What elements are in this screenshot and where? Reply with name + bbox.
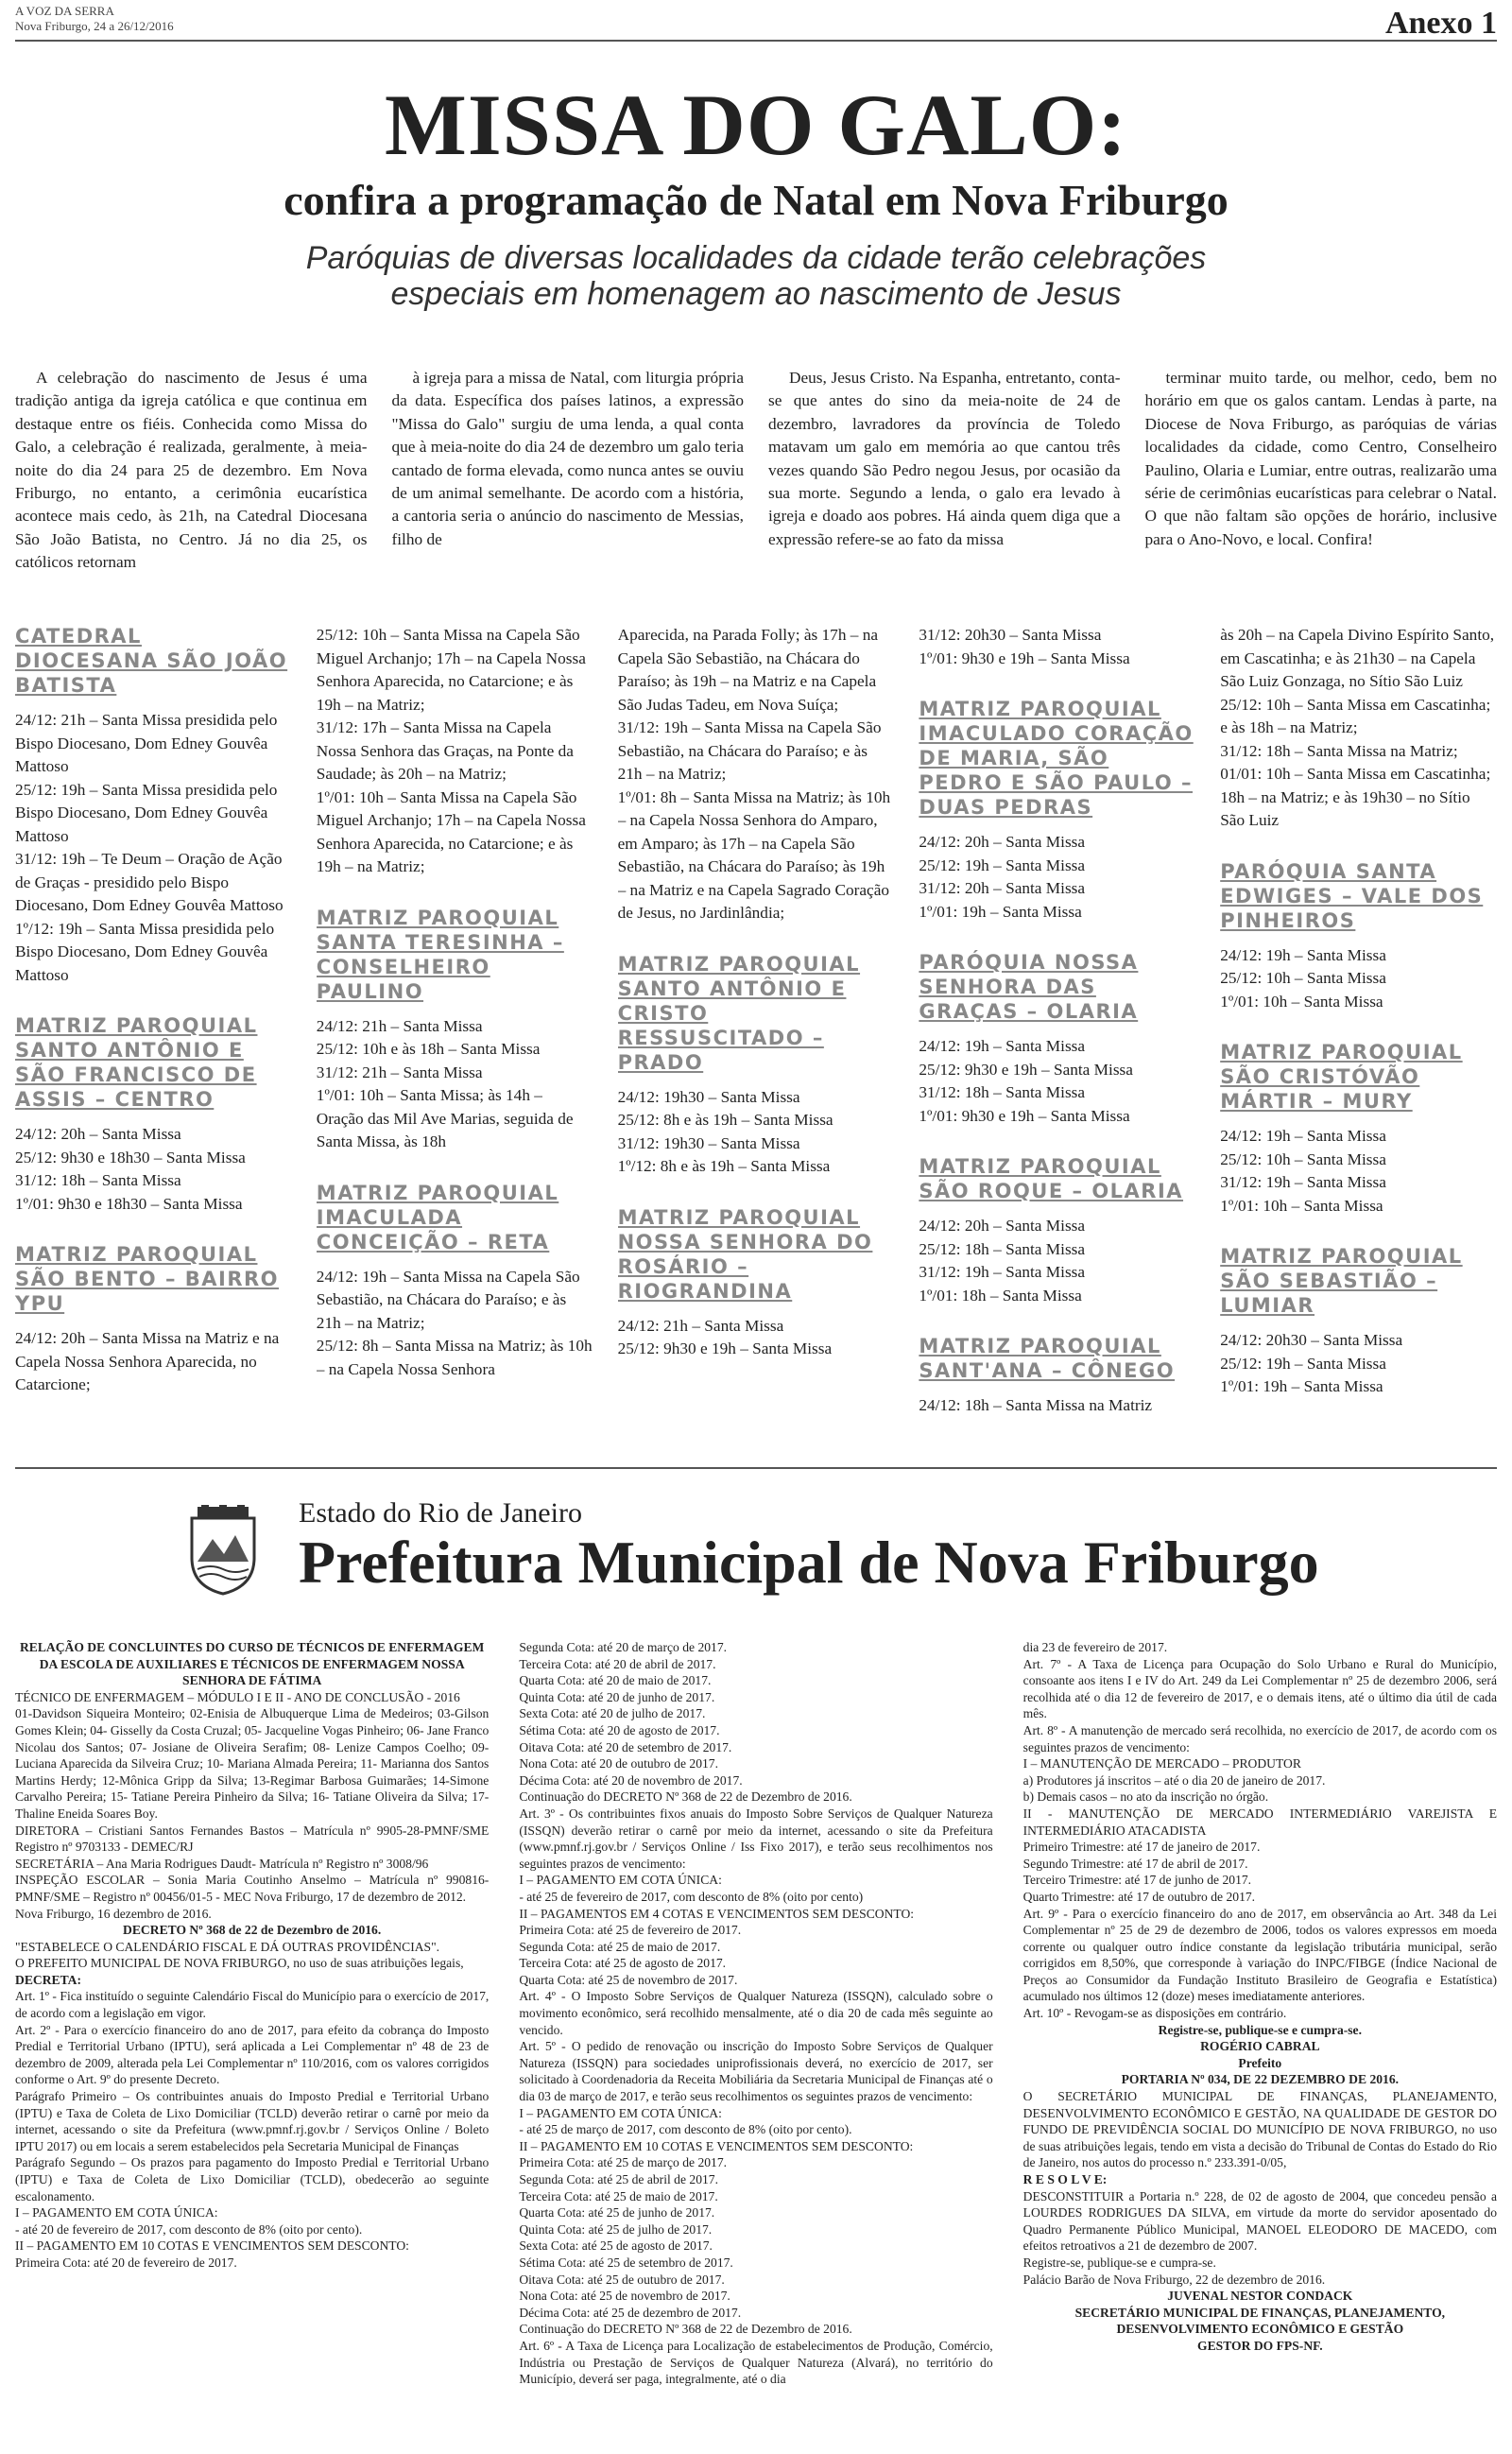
mass-time-line: 25/12: 8h – Santa Missa na Matriz; às 10h – na Capela Nossa Senhora [316,1337,593,1378]
gov-text: Continuação do DECRETO Nº 368 de 22 de Dezembro de 2016. [519,1789,852,1805]
gov-text: Quinta Cota: até 25 de julho de 2017. [519,2221,713,2237]
mass-time-line: 31/12: 20h30 – Santa Missa [919,626,1102,644]
gov-text: Nona Cota: até 25 de novembro de 2017. [519,2289,730,2304]
mass-time-line: 31/12: 17h – Santa Missa na Capela Nossa Senhora das Graças, na Ponte da Saudade; às 20h – na Matriz; [316,718,574,783]
mass-time-line: 1º/01: 9h30 e 19h – Santa Missa [919,648,1130,667]
mass-time-line: 24/12: 20h – Santa Missa [919,833,1086,851]
gov-text: II – PAGAMENTO EM 10 COTAS E VENCIMENTOS SEM DESCONTO: [519,2138,914,2153]
gov-text: GESTOR DO FPS-NF. [1197,2338,1323,2353]
mass-time-line: 25/12: 9h30 e 18h30 – Santa Missa [15,1148,246,1167]
gov-text: DECRETA: [15,1972,81,1987]
intro-column: à igreja para a missa de Natal, com liturgia própria da data. Específica dos países latinos, a expressão "Missa do Galo" surgiu de uma lenda, a qual conta que à meia-noite do dia 24 de dezembro um galo teria cantado de forma elevada, como nunca antes se ouviu de um animal semelhante. De acordo com a história, a cantoria seria o anúncio do nascimento de Messias, filho de [391,369,744,548]
mass-time-line: 31/12: 18h – Santa Missa [15,1171,181,1189]
gov-text: Terceira Cota: até 25 de maio de 2017. [519,2188,718,2203]
mass-time-line: 31/12: 19h30 – Santa Missa [617,1133,800,1152]
gov-text: Sétima Cota: até 25 de setembro de 2017. [519,2255,733,2270]
gov-text: Art. 4º - O Imposto Sobre Serviços de Qualquer Natureza (ISSQN), calculado sobre o movimento econômico, será recolhido mensalmente, até o dia 20 de cada mês seguinte ao vencido. [519,1989,993,2037]
mass-time-line: 1º/12: 8h e às 19h – Santa Missa [617,1157,831,1175]
gov-text: Continuação do DECRETO Nº 368 de 22 de Dezembro de 2016. [519,2322,852,2337]
mass-time-line: 24/12: 20h – Santa Missa [919,1217,1086,1235]
gov-text: INSPEÇÃO ESCOLAR – Sonia Maria Coutinho Anselmo – Matrícula nº 990816- PMNF/SME – Registro nº 00456/01-5 - MEC Nova Friburgo, 17 de dezembro de 2012. [15,1873,490,1904]
newspaper-name: A VOZ DA SERRA [15,4,114,18]
gov-text: Primeiro Trimestre: até 17 de janeiro de 2017. [1022,1840,1261,1855]
gov-text: Segundo Trimestre: até 17 de abril de 2017. [1022,1856,1248,1871]
masthead-info [15,4,174,34]
gov-columns [15,1639,1497,2437]
mass-time-line: 24/12: 19h – Santa Missa na Capela São Sebastião, na Chácara do Paraíso; e às 21h – na Matriz; [316,1267,580,1332]
gov-text: Oitava Cota: até 25 de outubro de 2017. [519,2272,725,2287]
gov-text: Quinta Cota: até 20 de junho de 2017. [519,1689,715,1704]
city-crest-icon [184,1505,262,1596]
gov-text: "ESTABELECE O CALENDÁRIO FISCAL E DÁ OUTRAS PROVIDÊNCIAS". [15,1939,440,1954]
gov-text: Art. 5º - O pedido de renovação ou inscrição do Imposto Sobre Serviços de Qualquer Natureza (ISSQN) para sociedades uniprofissionais deverá, no exercício de 2017, ser solicitado à Coordenadoria da Receita Mobiliária da Secretaria Municipal de Finanças até o dia 03 de março de 2017, e terão seus recolhimentos os seguintes prazos de vencimento: [519,2039,993,2104]
intro-column: Deus, Jesus Cristo. Na Espanha, entretanto, conta-se que antes do sino da meia-noite de 24 de dezembro, lavradores da província de Toledo matavam um galo em memória ao que cantou três vezes quando São Pedro negou Jesus, por ocasião da sua morte. Segundo a lenda, o galo era levado à igreja e doado aos pobres. Há ainda quem diga que a expressão refere-se ao fato da missa [768,369,1121,548]
government-notices [15,1467,1497,2445]
gov-text: II – PAGAMENTOS EM 4 COTAS E VENCIMENTOS SEM DESCONTO: [519,1906,915,1921]
mass-time-line: 31/12: 20h – Santa Missa [919,879,1086,897]
gov-text: Terceira Cota: até 20 de abril de 2017. [519,1656,716,1671]
intro-column: A celebração do nascimento de Jesus é uma tradição antiga da igreja católica e que continua em destaque entre os fiéis. Conhecida como Missa do Galo, a celebração é realizada, geralmente, à meia-noite do dia 24 para 25 de dezembro. Em Nova Friburgo, no entanto, a cerimônia eucarística acontece mais cedo, às 21h, na Catedral Diocesana São João Batista, no Centro. Já no dia 25, os católicos retornam [15,369,368,572]
gov-text: Art. 1º - Fica instituído o seguinte Calendário Fiscal do Município para o exercício de 2017, de acordo com a legislação em vigor. [15,1989,490,2021]
mass-time-line: às 20h – na Capela Divino Espírito Santo, em Cascatinha; e às 21h30 – na Capela São Luiz Gonzaga, no Sítio São Luiz [1220,626,1495,690]
mass-time-line: 24/12: 20h – Santa Missa na Matriz e na Capela Nossa Senhora Aparecida, no Catarcione; [15,1329,280,1393]
gov-text: Quarta Cota: até 25 de junho de 2017. [519,2205,715,2221]
gov-text: I – MANUTENÇÃO DE MERCADO – PRODUTOR [1022,1756,1301,1771]
mass-time-line: 25/12: 10h – Santa Missa em Cascatinha; e às 18h – na Matriz; [1220,695,1491,736]
city-hall-title: Prefeitura Municipal de Nova Friburgo [299,1529,1319,1596]
mass-time-line: 25/12: 19h – Santa Missa presidida pelo Bispo Diocesano, Dom Edney Gouvêa Mattoso [15,780,278,845]
mass-time-line: 1º/01: 18h – Santa Missa [919,1286,1082,1305]
gov-text: Art. 8º - A manutenção de mercado será recolhida, no exercício de 2017, de acordo com os seguintes prazos de vencimento: [1022,1722,1497,1754]
gov-text: a) Produtores já inscritos – até o dia 20 de janeiro de 2017. [1022,1772,1326,1788]
gov-text: Sexta Cota: até 25 de agosto de 2017. [519,2238,713,2254]
parish-heading: MATRIZ PAROQUIAL SANTA TERESINHA – CONSELHEIRO PAULINO [316,906,564,1003]
gov-text: O SECRETÁRIO MUNICIPAL DE FINANÇAS, PLANEJAMENTO, DESENVOLVIMENTO ECONÔMICO E GESTÃO, NA QUALIDADE DE GESTOR DO FUNDO DE PREVIDÊNCIA SOCIAL DO MUNICÍPIO DE NOVA FRIBURGO, no uso de suas atribuições legais, tendo em vista a decisão do Tribunal de Contas do Estado do Rio de Janeiro, nos autos do processo n.º 233.391-0/05, [1022,2089,1497,2170]
mass-time-line: 31/12: 18h – Santa Missa [919,1083,1086,1101]
gov-text: Primeira Cota: até 20 de fevereiro de 2017. [15,2255,237,2270]
gov-text: Registre-se, publique-se e cumpra-se. [1158,2022,1362,2037]
parish-heading: MATRIZ PAROQUIAL SÃO SEBASTIÃO – LUMIAR [1220,1245,1463,1317]
gov-text: Art. 9º - Para o exercício financeiro do ano de 2017, em observância ao Art. 348 da Lei Complementar nº 25 de 29 de dezembro de 2006, todos os valores expressos em moeda corrente ou qualquer outro índice constante da legislação tributária municipal, serão corrigidos em 8,50%, que corresponde à variação do INPC/FIBGE (Índice Nacional de Preços ao Consumidor da Fundação Instituto Brasileiro de Geografia e Estatística) acumulado nos últimos 12 (doze) meses imediatamente anteriores. [1022,1906,1497,2004]
gov-text: SECRETÁRIO MUNICIPAL DE FINANÇAS, PLANEJAMENTO, DESENVOLVIMENTO ECONÔMICO E GESTÃO [1074,2305,1446,2337]
mass-time-line: 1º/01: 10h – Santa Missa [1220,992,1383,1011]
gov-text: R E S O L V E: [1022,2172,1108,2186]
gov-text: Quarta Cota: até 20 de maio de 2017. [519,1673,712,1688]
gov-text: 01-Davidson Siqueira Monteiro; 02-Enisia de Albuquerque Lima de Medeiros; 03-Gilson Gomes Klein; 04- Gisselly da Costa Cruzal; 05- Jacqueline Vogas Pinheiro; 06- Jane Franco Nicolau dos Santos; 07- Josiane de Oliveira Serafim; 08- Lenize Campos Coelho; 09-Luciana Aparecida da Silveira Cruz; 10- Mariana Almada Pereira; 11- Marianna dos Santos Martins Herdy; 12-Mônica Gripp da Silva; 13-Regimar Barbosa Guimarães; 14-Simone Carvalho Pereira; 15- Tatiane Pereira Pinheiro da Silva; 16- Tatiane Oliveira da Silva; 17- Thaline Eneida Soares Boy. [15,1706,490,1821]
gov-text: Art. 6º - A Taxa de Licença para Localização de estabelecimentos de Produção, Comércio, Indústria ou Prestação de Serviços de Qualquer Natureza (Alvará), no território do Município, deverá ser paga, integralmente, até o dia [519,2338,993,2387]
gov-text: DECRETO Nº 368 de 22 de Dezembro de 2016. [123,1923,382,1938]
gov-text: Parágrafo Segundo – Os prazos para pagamento do Imposto Predial e Territorial Urbano (IPTU) e Taxa de Coleta de Lixo Domiciliar (TCLD), obedecerão ao seguinte escalonamento. [15,2155,490,2203]
headline-block [0,78,1512,312]
gov-text: I – PAGAMENTO EM COTA ÚNICA: [519,1873,722,1888]
gov-text: Art. 2º - Para o exercício financeiro do ano de 2017, para efeito da cobrança do Imposto Predial e Territorial Urbano (IPTU), será aplicada a Lei Complementar nº 48 de 23 de dezembro de 2009, alterada pela Lei Complementar nº 110/2016, com os valores corrigidos conforme o Art. 9º do presente Decreto. [15,2022,490,2087]
parish-heading: MATRIZ PAROQUIAL IMACULADO CORAÇÃO DE MARIA, SÃO PEDRO E SÃO PAULO – DUAS PEDRAS [919,698,1194,819]
mass-time-line: 25/12: 10h – Santa Missa [1220,969,1386,987]
schedule-column [618,624,895,1418]
gov-text: Segunda Cota: até 20 de março de 2017. [519,1640,728,1654]
mass-time-line: 24/12: 19h – Santa Missa [1220,1127,1386,1145]
gov-text: TÉCNICO DE ENFERMAGEM – MÓDULO I E II - ANO DE CONCLUSÃO - 2016 [15,1689,460,1704]
gov-text: Segunda Cota: até 25 de maio de 2017. [519,1939,721,1954]
mass-time-line: 1º/01: 8h – Santa Missa na Matriz; às 10h – na Capela Nossa Senhora do Amparo, em Amparo; às 17h – na Capela São Sebastião, na Chácara do Paraíso; às 19h – na Matriz e na Capela Sagrado Coração de Jesus, no Jardinlândia; [617,787,891,922]
gov-text: DESCONSTITUIR a Portaria n.º 228, de 02 de agosto de 2004, que concedeu pensão a LOURDES RODRIGUES DA SILVA, em virtude da morte do servidor aposentado do Quadro Permanente Público Municipal, MANOEL ELEODORO DE MACEDO, com efeitos retroativos a 21 de dezembro de 2007. [1022,2188,1497,2254]
gov-text: I – PAGAMENTO EM COTA ÚNICA: [519,2105,722,2120]
gov-text: Décima Cota: até 20 de novembro de 2017. [519,1772,743,1788]
edition-date: Nova Friburgo, 24 a 26/12/2016 [15,19,174,33]
deck-line: Paróquias de diversas localidades da cidade terão celebrações [305,240,1207,276]
gov-text: - até 20 de fevereiro de 2017, com desconto de 8% (oito por cento). [15,2221,363,2237]
gov-text: Oitava Cota: até 20 de setembro de 2017. [519,1739,732,1754]
mass-time-line: 25/12: 19h – Santa Missa [1220,1354,1386,1373]
gov-text: Terceiro Trimestre: até 17 de junho de 2017. [1022,1873,1252,1888]
schedule-column [317,624,593,1418]
gov-text: Terceira Cota: até 25 de agosto de 2017. [519,1956,727,1971]
mass-time-line: 31/12: 19h – Santa Missa [919,1263,1086,1281]
gov-text: Nona Cota: até 20 de outubro de 2017. [519,1756,718,1771]
gov-text: Parágrafo Primeiro – Os contribuintes anuais do Imposto Predial e Territorial Urbano (IPTU) e Taxa de Coleta de Lixo Domiciliar (TCLD) deverão retirar o carnê por meio da internet, acessando o site da Prefeitura (www.pmnf.rj.gov.br / Serviços Online / Boleto IPTU 2017) ou em locais a serem estabelecidos pela Secretaria Municipal de Finanças [15,2089,490,2153]
gov-column [519,1639,992,2437]
gov-text: PORTARIA Nº 034, DE 22 DEZEMBRO DE 2016. [1121,2072,1400,2087]
mass-time-line: 25/12: 10h e às 18h – Santa Missa [316,1040,541,1058]
parish-heading: MATRIZ PAROQUIAL SANTO ANTÔNIO E SÃO FRANCISCO DE ASSIS – CENTRO [15,1014,258,1111]
mass-time-line: 24/12: 20h – Santa Missa [15,1125,181,1143]
page-subtitle: confira a programação de Natal em Nova Friburgo [284,176,1228,224]
mass-time-line: 25/12: 18h – Santa Missa [919,1239,1086,1258]
parish-heading: MATRIZ PAROQUIAL SÃO CRISTÓVÃO MÁRTIR – MURY [1220,1041,1463,1113]
gov-text: - até 25 de março de 2017, com desconto de 8% (oito por cento). [519,2122,852,2137]
gov-text: Nova Friburgo, 16 dezembro de 2016. [15,1906,212,1921]
gov-text: Registre-se, publique-se e cumpra-se. [1022,2255,1216,2270]
mass-time-line: 1º/01: 9h30 e 18h30 – Santa Missa [15,1194,243,1213]
masthead [15,0,1497,42]
gov-text: Primeira Cota: até 25 de março de 2017. [519,2155,728,2170]
intro-column: terminar muito tarde, ou melhor, cedo, bem no horário em que os galos cantam. Lendas à parte, na Diocese de Nova Friburgo, as paróquias de várias localidades da cidade, como Centro, Conselheiro Paulino, Olaria e Lumiar, entre outras, realizarão uma série de cerimônias eucarísticas para celebrar o Natal. O que não faltam são opções de horário, inclusive para o Ano-Novo, e local. Confira! [1144,369,1497,548]
mass-time-line: 24/12: 20h30 – Santa Missa [1220,1331,1403,1349]
mass-time-line: 31/12: 21h – Santa Missa [316,1063,483,1081]
gov-text: Segunda Cota: até 25 de abril de 2017. [519,2172,718,2186]
mass-time-line: 24/12: 19h30 – Santa Missa [617,1087,800,1106]
mass-time-line: 24/12: 19h – Santa Missa [919,1037,1086,1055]
gov-text: - até 25 de fevereiro de 2017, com desconto de 8% (oito por cento) [519,1889,864,1904]
gov-text: II – PAGAMENTO EM 10 COTAS E VENCIMENTOS SEM DESCONTO: [15,2238,409,2254]
schedule-column [1220,624,1497,1418]
section-label: Anexo 1 [1384,6,1497,41]
parish-heading: CATEDRAL DIOCESANA SÃO JOÃO BATISTA [15,625,288,697]
mass-time-line: 1º/01: 10h – Santa Missa [1220,1196,1383,1215]
mass-time-line: 25/12: 9h30 e 19h – Santa Missa [919,1060,1133,1079]
gov-text: dia 23 de fevereiro de 2017. [1022,1640,1168,1654]
mass-time-line: Aparecida, na Parada Folly; às 17h – na Capela São Sebastião, na Chácara do Paraíso; às 19h – na Matriz e na Capela São Judas Tadeu, em Nova Suíça; [617,626,879,714]
mass-time-line: 24/12: 21h – Santa Missa [617,1316,784,1335]
parish-heading: MATRIZ PAROQUIAL IMACULADA CONCEIÇÃO – RETA [316,1181,559,1253]
mass-time-line: 1º/01: 9h30 e 19h – Santa Missa [919,1106,1130,1125]
gov-text: Décima Cota: até 25 de dezembro de 2017. [519,2305,742,2320]
gov-text: Primeira Cota: até 25 de fevereiro de 2017. [519,1923,742,1938]
parish-heading: MATRIZ PAROQUIAL SÃO ROQUE – OLARIA [919,1155,1184,1202]
mass-time-line: 01/01: 10h – Santa Missa em Cascatinha; 18h – na Matriz; e às 19h30 – no Sítio São Luiz [1220,765,1491,829]
mass-time-line: 1º/01: 19h – Santa Missa [1220,1377,1383,1395]
mass-time-line: 31/12: 19h – Santa Missa [1220,1173,1386,1191]
gov-text: Sexta Cota: até 20 de julho de 2017. [519,1706,706,1721]
parish-heading: MATRIZ PAROQUIAL SÃO BENTO – BAIRRO YPU [15,1243,280,1315]
gov-header [195,1497,1319,1596]
gov-text: I – PAGAMENTO EM COTA ÚNICA: [15,2205,218,2221]
gov-text: RELAÇÃO DE CONCLUINTES DO CURSO DE TÉCNICOS DE ENFERMAGEM DA ESCOLA DE AUXILIARES E TÉCNICOS DE ENFERMAGEM NOSSA SENHORA DE FÁTIMA [19,1640,485,1688]
mass-time-line: 31/12: 19h – Te Deum – Oração de Ação de Graças - presidido pelo Bispo Diocesano, Dom Edney Gouvêa Mattoso [15,850,284,914]
gov-text: Art. 3º - Os contribuintes fixos anuais do Imposto Sobre Serviços de Qualquer Natureza (ISSQN) deverão retirar o carnê por meio da internet, acessando o site da Prefeitura (www.pmnf.rj.gov.br / Serviços Online / Iss Fixo 2017), e terão seus recolhimentos nos seguintes prazos de vencimento: [519,1806,993,1871]
gov-text: Quarto Trimestre: até 17 de outubro de 2017. [1022,1889,1256,1904]
mass-time-line: 25/12: 10h – Santa Missa na Capela São Miguel Archanjo; 17h – na Capela Nossa Senhora Aparecida, no Catarcione; e às 19h – na Matriz; [316,626,586,714]
gov-text: II - MANUTENÇÃO DE MERCADO INTERMEDIÁRIO VAREJISTA E INTERMEDIÁRIO ATACADISTA [1022,1806,1497,1838]
mass-time-line: 31/12: 19h – Santa Missa na Capela São Sebastião, na Chácara do Paraíso; e às 21h – na Matriz; [617,718,882,783]
mass-schedule [15,624,1497,1418]
parish-heading: PARÓQUIA NOSSA SENHORA DAS GRAÇAS – OLARIA [919,951,1139,1023]
parish-heading: MATRIZ PAROQUIAL NOSSA SENHORA DO ROSÁRIO – RIOGRANDINA [617,1205,873,1303]
mass-time-line: 25/12: 9h30 e 19h – Santa Missa [617,1339,833,1357]
gov-text: SECRETÁRIA – Ana Maria Rodrigues Daudt- Matrícula nº Registro nº 3008/96 [15,1856,429,1871]
mass-time-line: 1º/12: 19h – Santa Missa presidida pelo Bispo Diocesano, Dom Edney Gouvêa Mattoso [15,919,275,984]
mass-time-line: 24/12: 21h – Santa Missa [316,1016,483,1035]
schedule-column [15,624,292,1418]
gov-text: Prefeito [1238,2055,1282,2070]
mass-time-line: 24/12: 19h – Santa Missa [1220,945,1386,964]
mass-time-line: 1º/01: 10h – Santa Missa; às 14h – Oração das Mil Ave Marias, seguida de Santa Missa, às 18h [316,1086,574,1150]
mass-time-line: 25/12: 10h – Santa Missa [1220,1149,1386,1168]
deck [0,240,1512,312]
mass-time-line: 24/12: 21h – Santa Missa presidida pelo Bispo Diocesano, Dom Edney Gouvêa Mattoso [15,711,278,775]
gov-column [15,1639,489,2437]
gov-text: Art. 7º - A Taxa de Licença para Ocupação do Solo Urbano e Rural do Município, consoante aos itens I e IV do Art. 249 da Lei Complementar nº 25 de dezembro 2006, será recolhida até o dia 12 de fevereiro de 2017, e o demais itens, até o último dia útil de cada mês. [1022,1656,1497,1721]
schedule-column [919,624,1195,1418]
gov-text: ROGÉRIO CABRAL [1200,2039,1320,2054]
mass-time-line: 24/12: 18h – Santa Missa na Matriz [919,1396,1153,1414]
state-name: Estado do Rio de Janeiro [299,1497,582,1529]
mass-time-line: 25/12: 8h e às 19h – Santa Missa [617,1111,833,1129]
mass-time-line: 1º/01: 19h – Santa Missa [919,902,1082,921]
gov-text: Quarta Cota: até 25 de novembro de 2017. [519,1972,738,1987]
mass-time-line: 25/12: 19h – Santa Missa [919,855,1086,874]
deck-line: especiais em homenagem ao nascimento de Jesus [390,276,1122,312]
gov-text: DIRETORA – Cristiani Santos Fernandes Bastos – Matrícula nº 9905-28-PMNF/SME Registro nº 9703133 - DEMEC/RJ [15,1823,490,1855]
gov-text: Sétima Cota: até 20 de agosto de 2017. [519,1722,720,1737]
parish-heading: PARÓQUIA SANTA EDWIGES – VALE DOS PINHEIROS [1220,859,1484,932]
gov-text: JUVENAL NESTOR CONDACK [1167,2289,1353,2304]
mass-time-line: 31/12: 18h – Santa Missa na Matriz; [1220,741,1458,760]
parish-heading: MATRIZ PAROQUIAL SANTO ANTÔNIO E CRISTO RESSUSCITADO – PRADO [617,952,861,1074]
gov-text: b) Demais casos – no ato da inscrição no órgão. [1022,1789,1269,1805]
gov-text: O PREFEITO MUNICIPAL DE NOVA FRIBURGO, no uso de suas atribuições legais, [15,1956,464,1971]
intro-article [15,367,1497,575]
mass-time-line: 1º/01: 10h – Santa Missa na Capela São Miguel Archanjo; 17h – na Capela Nossa Senhora Aparecida, no Catarcione; e às 19h – na Matriz; [316,787,586,875]
parish-heading: MATRIZ PAROQUIAL SANT'ANA – CÔNEGO [919,1335,1176,1382]
gov-text: Palácio Barão de Nova Friburgo, 22 de dezembro de 2016. [1022,2272,1326,2287]
gov-column [1023,1639,1497,2437]
gov-text: Art. 10º - Revogam-se as disposições em contrário. [1022,2006,1287,2021]
page-title: MISSA DO GALO: [385,77,1127,173]
